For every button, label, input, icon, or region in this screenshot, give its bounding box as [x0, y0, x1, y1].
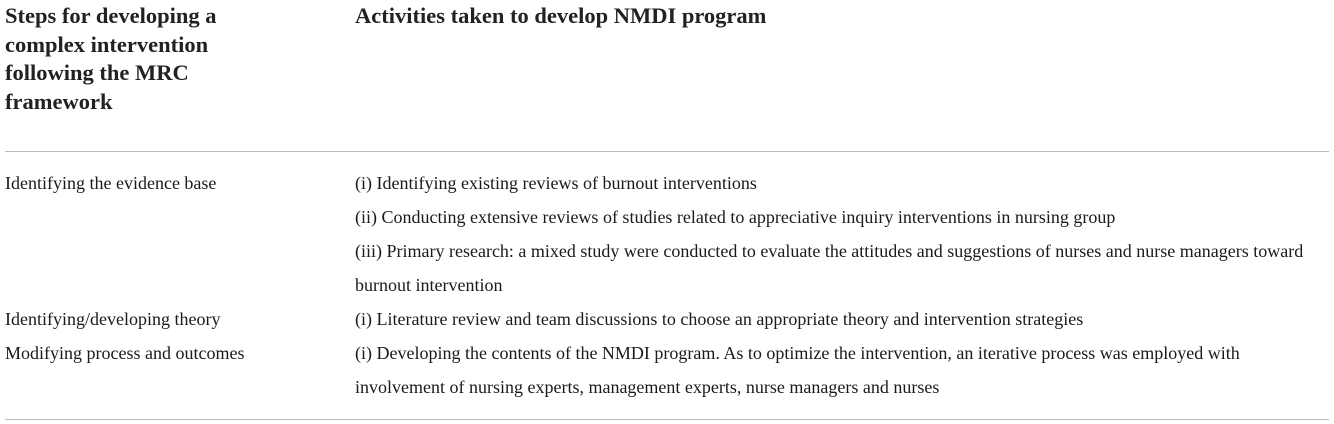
header-steps-line: following the MRC: [5, 60, 189, 85]
activity-item: (i) Identifying existing reviews of burnout interventions: [355, 173, 757, 193]
activities-cell: [355, 336, 1320, 404]
header-steps-line: complex intervention: [5, 31, 209, 57]
intervention-table: [5, 0, 1329, 397]
header-activities: Activities taken to develop NMDI program: [355, 3, 767, 28]
table-header: [5, 0, 1329, 152]
header-steps: [5, 2, 305, 116]
activity-item: (i) Literature review and team discussions to choose an appropriate theory and intervention strategies: [355, 309, 1084, 329]
activity-item: (ii) Conducting extensive reviews of studies related to appreciative inquiry interventions in nursing group: [355, 207, 1116, 227]
step-cell: Identifying/developing theory: [5, 309, 221, 329]
step-cell: Modifying process and outcomes: [5, 343, 245, 363]
activity-item: (i) Developing the contents of the NMDI program. As to optimize the intervention, an iterative process was employed with involvement of nursing experts, management experts, nurse managers and nurses: [355, 343, 1240, 397]
table-body: [5, 166, 1329, 404]
header-steps-line: Steps for developing a: [5, 3, 217, 28]
activities-cell: [355, 166, 1320, 302]
step-cell: Identifying the evidence base: [5, 173, 217, 193]
activities-cell: [355, 302, 1320, 336]
table-row: [5, 166, 1329, 302]
table-row: [5, 302, 1329, 336]
activity-item: (iii) Primary research: a mixed study were conducted to evaluate the attitudes and suggestions of nurses and nurse managers toward burnout intervention: [355, 241, 1304, 295]
header-steps-line: framework: [5, 88, 113, 114]
table-bottom-rule: [5, 419, 1329, 420]
header-divider: [5, 151, 1329, 152]
table-row: [5, 336, 1329, 404]
